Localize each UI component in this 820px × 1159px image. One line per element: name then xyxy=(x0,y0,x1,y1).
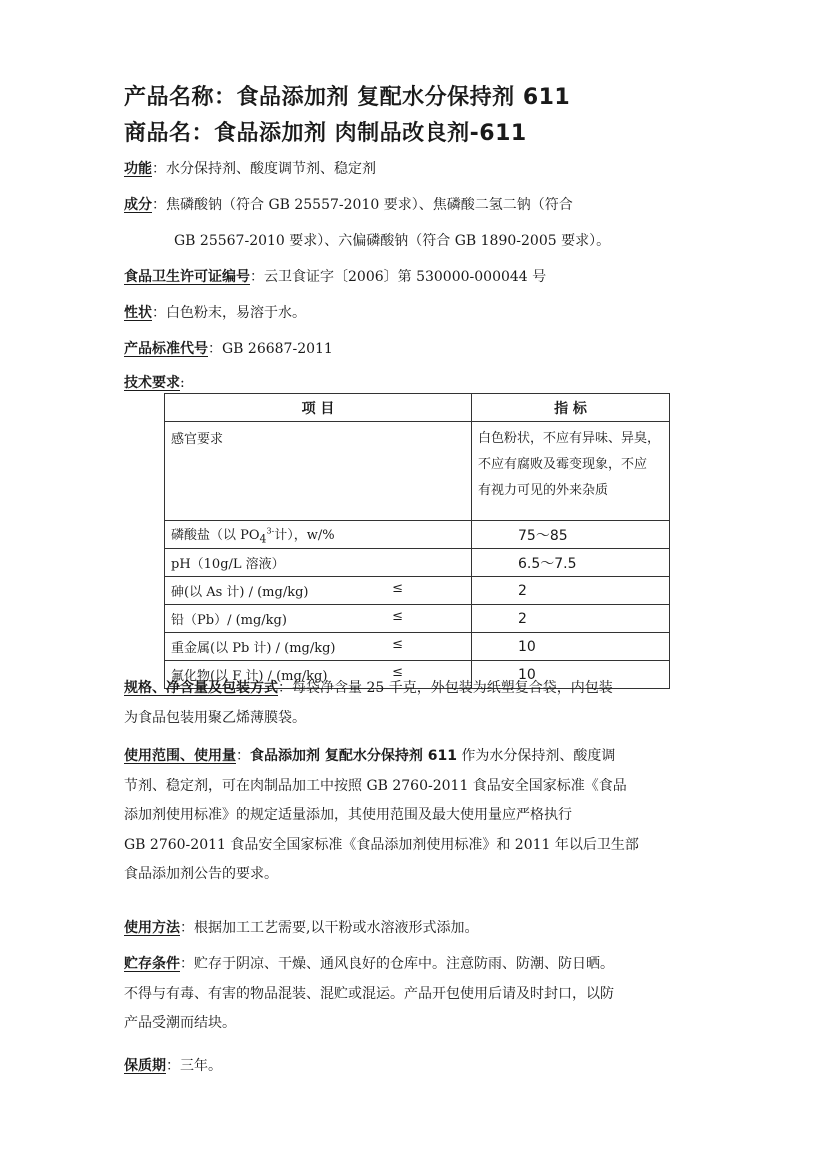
storage-line-3: 产品受潮而结块。 xyxy=(124,1015,236,1031)
ingredients-colon: ： xyxy=(152,197,166,213)
function-colon: ： xyxy=(152,161,166,177)
spec-row-sensory xyxy=(165,422,670,521)
storage-label: 贮存条件 xyxy=(124,956,180,972)
lte-symbol: ≤ xyxy=(392,637,403,652)
sensory-line-2: 不应有腐败及霉变现象，不应 xyxy=(478,457,648,472)
license-line xyxy=(124,266,546,286)
function-line xyxy=(124,158,376,178)
function-value: 水分保持剂、酸度调节剂、稳定剂 xyxy=(166,161,376,177)
shelf-life-label: 保质期 xyxy=(124,1058,166,1074)
spec-item-heavy-metals-text: 重金属(以 Pb 计) / (mg/kg) xyxy=(171,641,336,656)
shelf-life-value: ：三年。 xyxy=(166,1058,222,1074)
appearance-line xyxy=(124,302,306,322)
ingredients-label: 成分 xyxy=(124,197,152,213)
spec-item-sensory: 感官要求 xyxy=(165,422,472,521)
method-line xyxy=(124,914,698,944)
usage-colon: ： xyxy=(236,748,250,764)
storage-line-1 xyxy=(124,950,698,980)
method-label: 使用方法 xyxy=(124,920,180,936)
spec-item-arsenic xyxy=(165,577,472,605)
storage-paragraph xyxy=(124,950,698,1039)
usage-product-name: 食品添加剂 复配水分保持剂 611 xyxy=(250,748,457,764)
license-label: 食品卫生许可证编号 xyxy=(124,269,250,285)
spec-header-value: 指 标 xyxy=(472,394,670,422)
spec-item-arsenic-text: 砷(以 As 计) / (mg/kg) xyxy=(171,585,309,600)
spec-value-sensory xyxy=(472,422,670,521)
spec-value-lead: 2 xyxy=(472,605,670,633)
storage-line-2: 不得与有毒、有害的物品混装、混贮或混运。产品开包使用后请及时封口，以防 xyxy=(124,985,614,1002)
spec-value-heavy-metals: 10 xyxy=(472,633,670,661)
usage-text-1: 作为水分保持剂、酸度调 xyxy=(456,748,616,764)
spec-item-fluoride-text: 氟化物(以 F 计) / (mg/kg) xyxy=(171,669,328,684)
usage-line-2: 节剂、稳定剂，可在肉制品加工中按照 GB 2760-2011 食品安全国家标准《食品 xyxy=(124,777,627,794)
appearance-label: 性状 xyxy=(124,305,152,321)
standard-value: GB 26687-2011 xyxy=(222,341,333,357)
spec-value-ph: 6.5～7.5 xyxy=(472,549,670,577)
packaging-label: 规格、净含量及包装方式 xyxy=(124,680,278,696)
usage-line-1 xyxy=(124,742,698,772)
spec-value-arsenic: 2 xyxy=(472,577,670,605)
phosphate-item-pre: 磷酸盐（以 PO xyxy=(171,527,260,543)
sensory-line-3: 有视力可见的外来杂质 xyxy=(478,483,609,498)
packaging-text-1: ：每袋净含量 25 千克，外包装为纸塑复合袋，内包装 xyxy=(278,680,613,696)
spec-value-fluoride: 10 xyxy=(472,661,670,689)
phosphate-sup: 3- xyxy=(266,526,275,536)
method-paragraph xyxy=(124,914,698,944)
license-colon: ： xyxy=(250,269,264,285)
lte-symbol: ≤ xyxy=(392,609,403,624)
tech-colon: : xyxy=(180,375,185,391)
license-value: 云卫食证字〔2006〕第 530000-000044 号 xyxy=(264,269,547,285)
spec-item-phosphate xyxy=(165,521,472,549)
sensory-line-1: 白色粉状，不应有异味、异臭， xyxy=(478,431,661,446)
appearance-colon: ： xyxy=(152,305,166,321)
phosphate-sub: 4 xyxy=(259,532,267,546)
product-name-title: 产品名称：食品添加剂 复配水分保持剂 611 xyxy=(124,85,571,110)
standard-label: 产品标准代号 xyxy=(124,341,208,357)
shelf-life-paragraph xyxy=(124,1052,698,1082)
spec-row-arsenic xyxy=(165,577,670,605)
spec-item-ph xyxy=(165,549,472,577)
lte-symbol: ≤ xyxy=(392,665,403,680)
spec-row-heavy-metals xyxy=(165,633,670,661)
lte-symbol: ≤ xyxy=(392,581,403,596)
ingredients-value-line1: 焦磷酸钠（符合 GB 25557-2010 要求）、焦磷酸二氢二钠（符合 xyxy=(166,197,573,213)
spec-table xyxy=(164,393,670,689)
spec-row-ph xyxy=(165,549,670,577)
tech-label: 技术要求 xyxy=(124,375,180,391)
spec-item-ph-text: pH（10g/L 溶液） xyxy=(171,557,285,572)
packaging-line-1 xyxy=(124,674,698,704)
spec-row-lead xyxy=(165,605,670,633)
ingredients-value-line2: GB 25567-2010 要求）、六偏磷酸钠（符合 GB 1890-2005 要求）。 xyxy=(174,233,611,249)
spec-item-heavy-metals xyxy=(165,633,472,661)
standard-colon: ： xyxy=(208,341,222,357)
usage-scope-label: 使用范围、使用量 xyxy=(124,748,236,764)
usage-line-3: 添加剂使用标准》的规定适量添加，其使用范围及最大使用量应严格执行 xyxy=(124,807,572,823)
packaging-paragraph xyxy=(124,674,698,733)
function-label: 功能 xyxy=(124,161,152,177)
spec-item-lead-text: 铅（Pb）/ (mg/kg) xyxy=(171,613,287,628)
shelf-life-line xyxy=(124,1052,698,1082)
spec-header-item: 项 目 xyxy=(165,394,472,422)
spec-item-lead xyxy=(165,605,472,633)
spec-row-phosphate xyxy=(165,521,670,549)
storage-text-1: ：贮存于阴凉、干燥、通风良好的仓库中。注意防雨、防潮、防日晒。 xyxy=(180,956,614,972)
tech-line xyxy=(124,372,185,392)
ingredients-line xyxy=(124,194,573,214)
packaging-line-2: 为食品包装用聚乙烯薄膜袋。 xyxy=(124,709,306,726)
usage-line-4: GB 2760-2011 食品安全国家标准《食品添加剂使用标准》和 2011 年以后卫生部 xyxy=(124,836,639,853)
method-value: ：根据加工工艺需要,以干粉或水溶液形式添加。 xyxy=(180,920,479,936)
usage-scope-paragraph xyxy=(124,742,698,890)
standard-line xyxy=(124,338,333,358)
spec-value-phosphate: 75～85 xyxy=(472,521,670,549)
appearance-value: 白色粉末，易溶于水。 xyxy=(166,305,306,321)
spec-header-row xyxy=(165,394,670,422)
trade-name-title: 商品名：食品添加剂 肉制品改良剂-611 xyxy=(124,121,527,146)
usage-line-5: 食品添加剂公告的要求。 xyxy=(124,866,278,882)
phosphate-item-post: 计），w/% xyxy=(274,527,335,543)
